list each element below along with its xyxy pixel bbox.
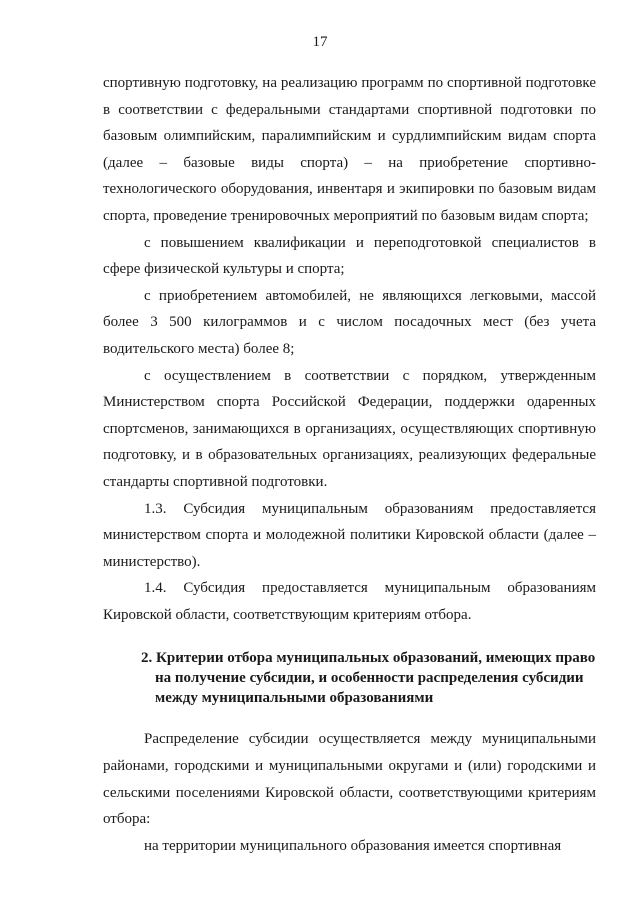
section-heading-2: 2. Критерии отбора муниципальных образований, имеющих право на получение субсидии, и особенности распределения субсидии между муниципальными образованиями (141, 650, 596, 707)
page-number: 17 (312, 34, 328, 50)
paragraph-1-3: 1.3. Субсидия муниципальным образованиям предоставляется министерством спорта и молодежной политики Кировской области (далее – министерство). (103, 500, 596, 570)
paragraph-criterion-1: на территории муниципального образования имеется спортивная (144, 837, 562, 854)
paragraph-gifted-athletes: с осуществлением в соответствии с порядком, утвержденным Министерством спорта Российской Федерации, поддержки одаренных спортсменов, занимающихся в организациях, осуществляющих спортивную подготовку, и в образовательных организациях, реализующих федеральные стандарты спортивной подготовки. (103, 367, 596, 490)
paragraph-vehicles: с приобретением автомобилей, не являющихся легковыми, массой более 3 500 килограммов и с числом посадочных мест (без учета водительского места) более 8; (103, 287, 596, 357)
paragraph-continuation: спортивную подготовку, на реализацию программ по спортивной подготовке в соответствии с федеральными стандартами спортивной подготовки по базовым олимпийским, паралимпийским и сурдлимпийским видам спорта (далее – базовые виды спорта) – на приобретение спортивно-технологического оборудования, инвентаря и экипировки по базовым видам спорта, проведение тренировочных мероприятий по базовым видам спорта; (103, 75, 596, 224)
paragraph-1-4: 1.4. Субсидия предоставляется муниципальным образованиям Кировской области, соответствующим критериям отбора. (103, 580, 596, 623)
paragraph-distribution: Распределение субсидии осуществляется между муниципальными районами, городскими и муниципальными округами и (или) городскими и сельскими поселениями Кировской области, соответствующими критериям отбора: (103, 731, 596, 828)
paragraph-qualification: с повышением квалификации и переподготовкой специалистов в сфере физической культуры и спорта; (103, 234, 596, 278)
document-body (103, 70, 596, 859)
